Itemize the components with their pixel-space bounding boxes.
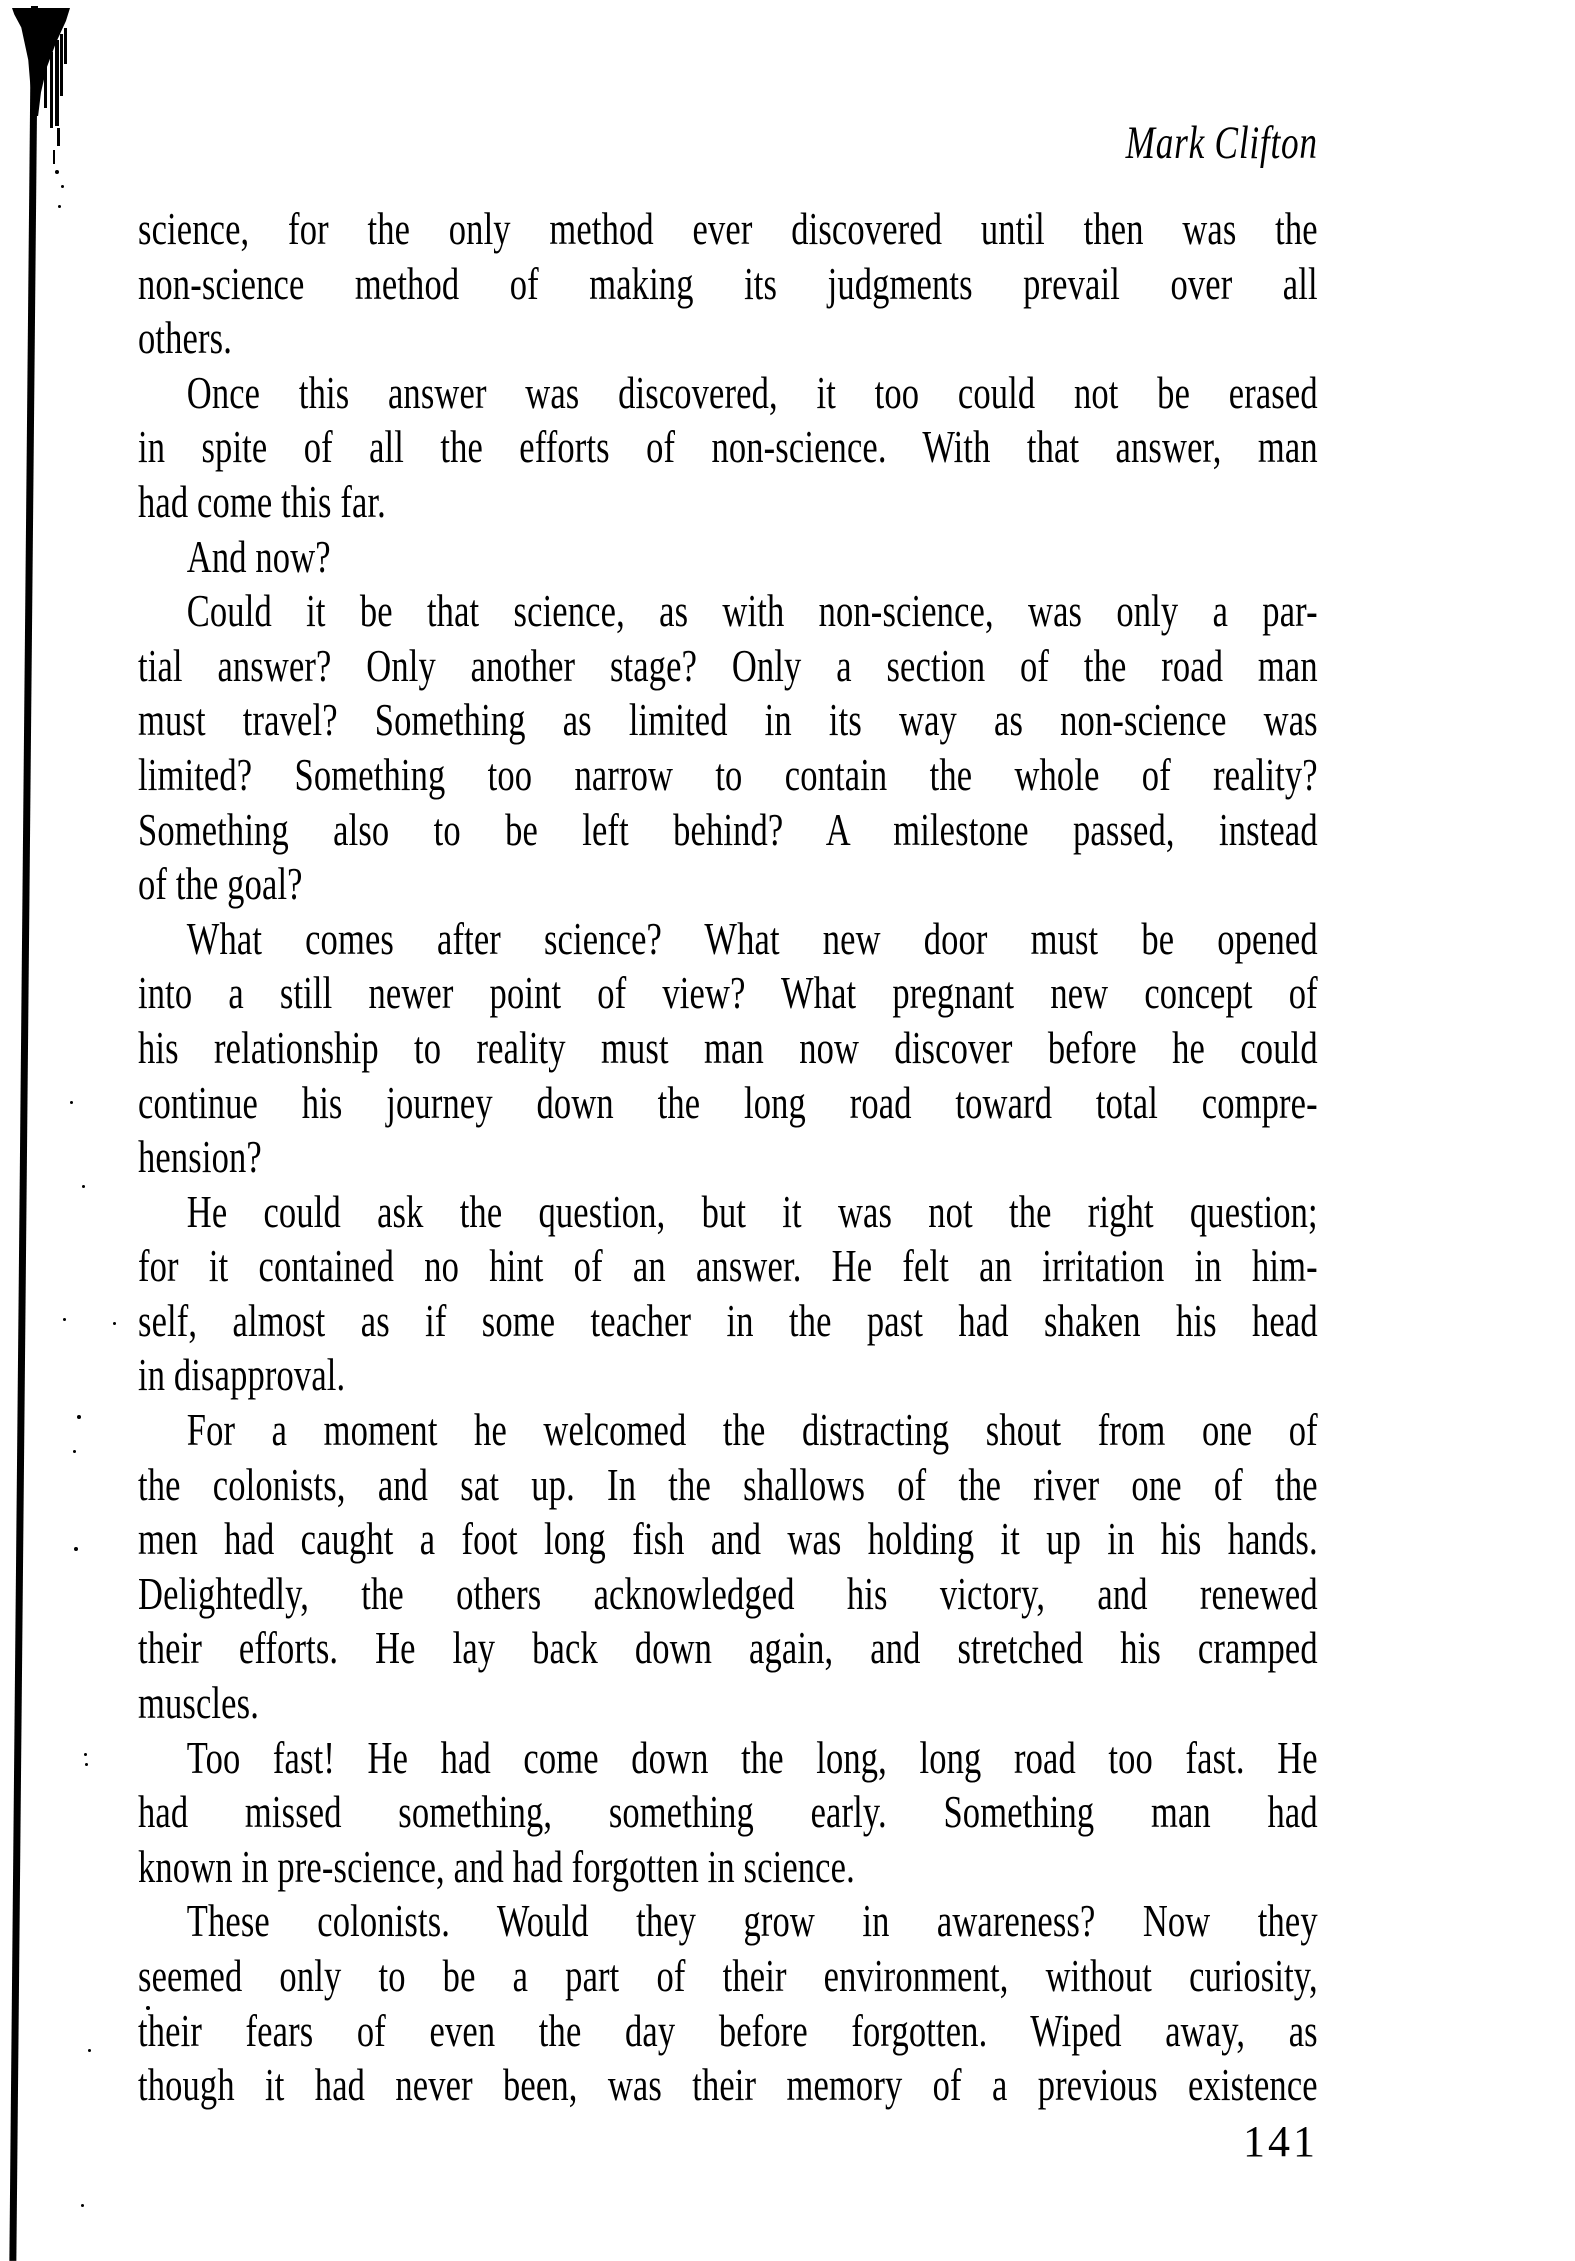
- text-line: science, for the only method ever discovered until then was the: [138, 203, 1318, 254]
- scan-speck: [74, 1547, 78, 1551]
- text-line: seemed only to be a part of their environment, without curiosity,: [138, 1950, 1318, 2001]
- scan-speck: [70, 1101, 73, 1104]
- scan-speck: [77, 1415, 81, 1419]
- text-line: For a moment he welcomed the distracting shout from one of: [186, 1404, 1318, 1456]
- scan-speck: [61, 185, 64, 188]
- scan-binding-bar: [9, 6, 38, 2261]
- text-line: in disapproval.: [138, 1349, 346, 1401]
- scan-ink-streak: [60, 34, 63, 96]
- scan-speck: [82, 1185, 85, 1188]
- scan-speck: [55, 170, 59, 174]
- text-line: in spite of all the efforts of non-science. With that answer, man: [138, 421, 1318, 473]
- text-line: the colonists, and sat up. In the shallows of the river one of the: [138, 1458, 1318, 1510]
- text-line: his relationship to reality must man now discover before he could: [138, 1021, 1318, 1073]
- page-number: 141: [1243, 2117, 1318, 2166]
- text-line: non-science method of making its judgments prevail over all: [138, 257, 1318, 309]
- scan-ink-streak: [50, 52, 53, 128]
- scan-ink-streak: [53, 150, 55, 164]
- text-line: Too fast! He had come down the long, long road too fast. He: [186, 1731, 1318, 1783]
- text-line: had come this far.: [138, 475, 386, 527]
- scan-speck: [58, 205, 61, 208]
- text-line: tial answer? Only another stage? Only a section of the road man: [138, 639, 1318, 691]
- text-line: others.: [138, 312, 232, 364]
- scan-speck: [88, 2049, 91, 2052]
- text-line: must travel? Something as limited in its way as non-science was: [138, 694, 1318, 746]
- text-line: Once this answer was discovered, it too could not be erased: [186, 366, 1318, 418]
- page-text: [138, 202, 1318, 2113]
- text-line: Delightedly, the others acknowledged his victory, and renewed: [138, 1567, 1318, 1619]
- text-line: had missed something, something early. Something man had: [138, 1786, 1318, 1838]
- text-line: continue his journey down the long road toward total compre-: [138, 1076, 1318, 1128]
- text-line: hension?: [138, 1131, 262, 1183]
- text-line: He could ask the question, but it was not the right question;: [186, 1185, 1318, 1237]
- text-line: These colonists. Would they grow in awareness? Now they: [186, 1895, 1318, 1947]
- text-line: of the goal?: [138, 858, 303, 910]
- text-line: limited? Something too narrow to contain the whole of reality?: [138, 748, 1318, 800]
- text-line: into a still newer point of view? What pregnant new concept of: [138, 967, 1318, 1019]
- scan-speck: [84, 1753, 87, 1756]
- text-line: And now?: [186, 530, 331, 582]
- text-line: Something also to be left behind? A milestone passed, instead: [138, 803, 1318, 855]
- text-line: their fears of even the day before forgotten. Wiped away, as: [138, 2004, 1318, 2056]
- text-line: known in pre-science, and had forgotten in science.: [138, 1840, 855, 1892]
- text-line: self, almost as if some teacher in the past had shaken his head: [138, 1294, 1318, 1346]
- scan-ink-streak: [57, 128, 60, 146]
- scan-ink-streak: [44, 58, 47, 108]
- text-line: Could it be that science, as with non-science, was only a par-: [186, 585, 1318, 637]
- text-line: What comes after science? What new door must be opened: [186, 912, 1318, 964]
- running-header-author: Mark Clifton: [1125, 117, 1318, 169]
- scan-ink-streak: [64, 28, 67, 64]
- text-line: though it had never been, was their memory of a previous existence: [138, 2059, 1318, 2111]
- scan-speck: [73, 1450, 76, 1453]
- scan-speck: [63, 1318, 66, 1321]
- text-line: their efforts. He lay back down again, and stretched his cramped: [138, 1622, 1318, 1674]
- scan-speck: [113, 1322, 116, 1325]
- scan-ink-streak: [55, 40, 59, 126]
- scan-speck: [81, 2204, 84, 2207]
- text-line: men had caught a foot long fish and was holding it up in his hands.: [138, 1513, 1318, 1565]
- scan-speck: [85, 1763, 88, 1766]
- text-line: for it contained no hint of an answer. He felt an irritation in him-: [138, 1240, 1318, 1292]
- text-line: muscles.: [138, 1677, 259, 1729]
